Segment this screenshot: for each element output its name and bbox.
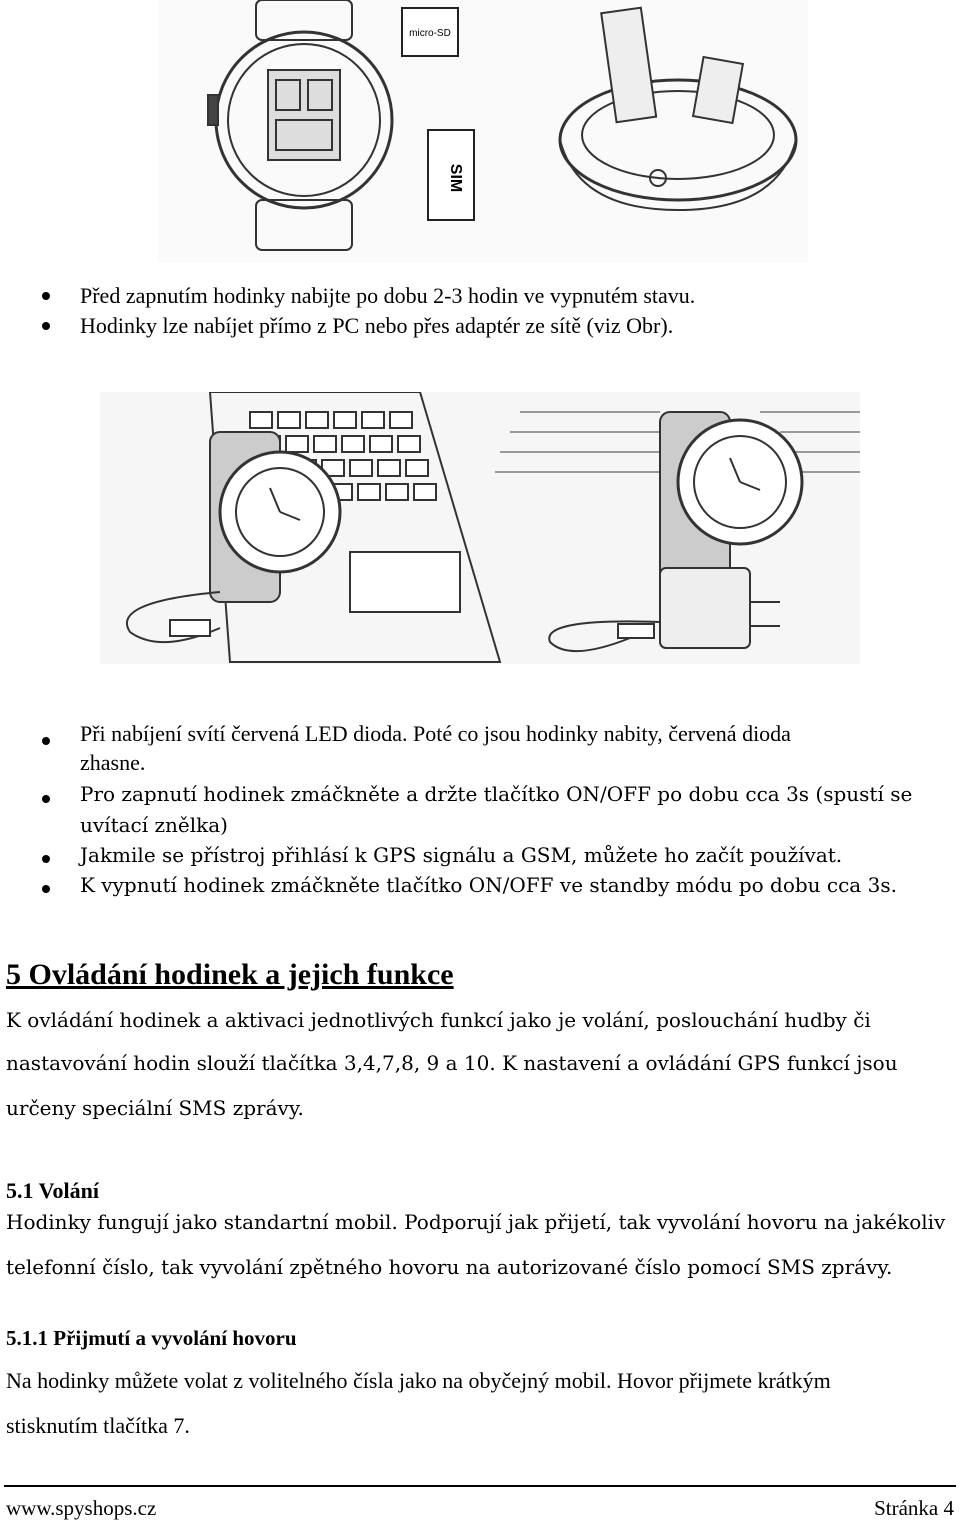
bullet-icon <box>42 855 50 863</box>
bullet-icon <box>42 292 50 300</box>
section-5-1-heading: 5.1 Volání <box>6 1178 99 1203</box>
list-item-cont: uvítací znělka) <box>80 813 228 837</box>
list-item-cont: zhasne. <box>80 750 146 775</box>
section-5-line: K ovládání hodinek a aktivaci jednotlivých funkcí jako je volání, poslouchání hudby či <box>6 1008 871 1032</box>
section-5-1-1-line: Na hodinky můžete volat z volitelného čísla jako na obyčejný mobil. Hovor přijmete krátkým <box>6 1368 831 1393</box>
sim-card-label: SIM <box>447 163 464 193</box>
section-5-heading: 5 Ovládání hodinek a jejich funkce <box>6 958 454 991</box>
sd-card-label: micro-SD <box>409 28 451 39</box>
bullet-icon <box>42 885 50 893</box>
watch-sim-figure <box>158 0 808 262</box>
watch-sim-illustration <box>158 0 808 262</box>
section-5-1-line: telefonní číslo, tak vyvolání zpětného hovoru na autorizované číslo pomocí SMS zprávy. <box>6 1255 893 1279</box>
charging-illustration <box>100 392 860 664</box>
list-item: Před zapnutím hodinky nabijte po dobu 2-3 hodin ve vypnutém stavu. <box>80 283 696 308</box>
list-item: Hodinky lze nabíjet přímo z PC nebo přes adaptér ze sítě (viz Obr). <box>80 313 674 338</box>
section-5-line: určeny speciální SMS zprávy. <box>6 1096 304 1120</box>
section-5-line: nastavování hodin slouží tlačítka 3,4,7,8, 9 a 10. K nastavení a ovládání GPS funkcí jsou <box>6 1051 898 1075</box>
section-5-1-line: Hodinky fungují jako standartní mobil. Podporují jak přijetí, tak vyvolání hovoru na jakékoliv <box>6 1210 946 1234</box>
list-item: Při nabíjení svítí červená LED dioda. Poté co jsou hodinky nabity, červená dioda <box>80 721 791 746</box>
bullet-icon <box>42 737 50 745</box>
footer-divider <box>4 1485 956 1487</box>
bullet-icon <box>42 322 50 330</box>
footer-website-link[interactable]: www.spyshops.cz <box>6 1496 157 1520</box>
list-item: Pro zapnutí hodinek zmáčkněte a držte tlačítko ON/OFF po dobu cca 3s (spustí se <box>80 782 913 806</box>
section-5-1-1-heading: 5.1.1 Přijmutí a vyvolání hovoru <box>6 1326 297 1350</box>
list-item: K vypnutí hodinek zmáčkněte tlačítko ON/OFF ve standby módu po dobu cca 3s. <box>80 873 897 897</box>
section-5-1-1-line: stisknutím tlačítka 7. <box>6 1413 190 1438</box>
footer-page-number: Stránka 4 <box>874 1496 954 1520</box>
list-item: Jakmile se přístroj přihlásí k GPS signálu a GSM, můžete ho začít používat. <box>80 843 843 867</box>
charging-figure <box>100 392 860 664</box>
bullet-icon <box>42 795 50 803</box>
